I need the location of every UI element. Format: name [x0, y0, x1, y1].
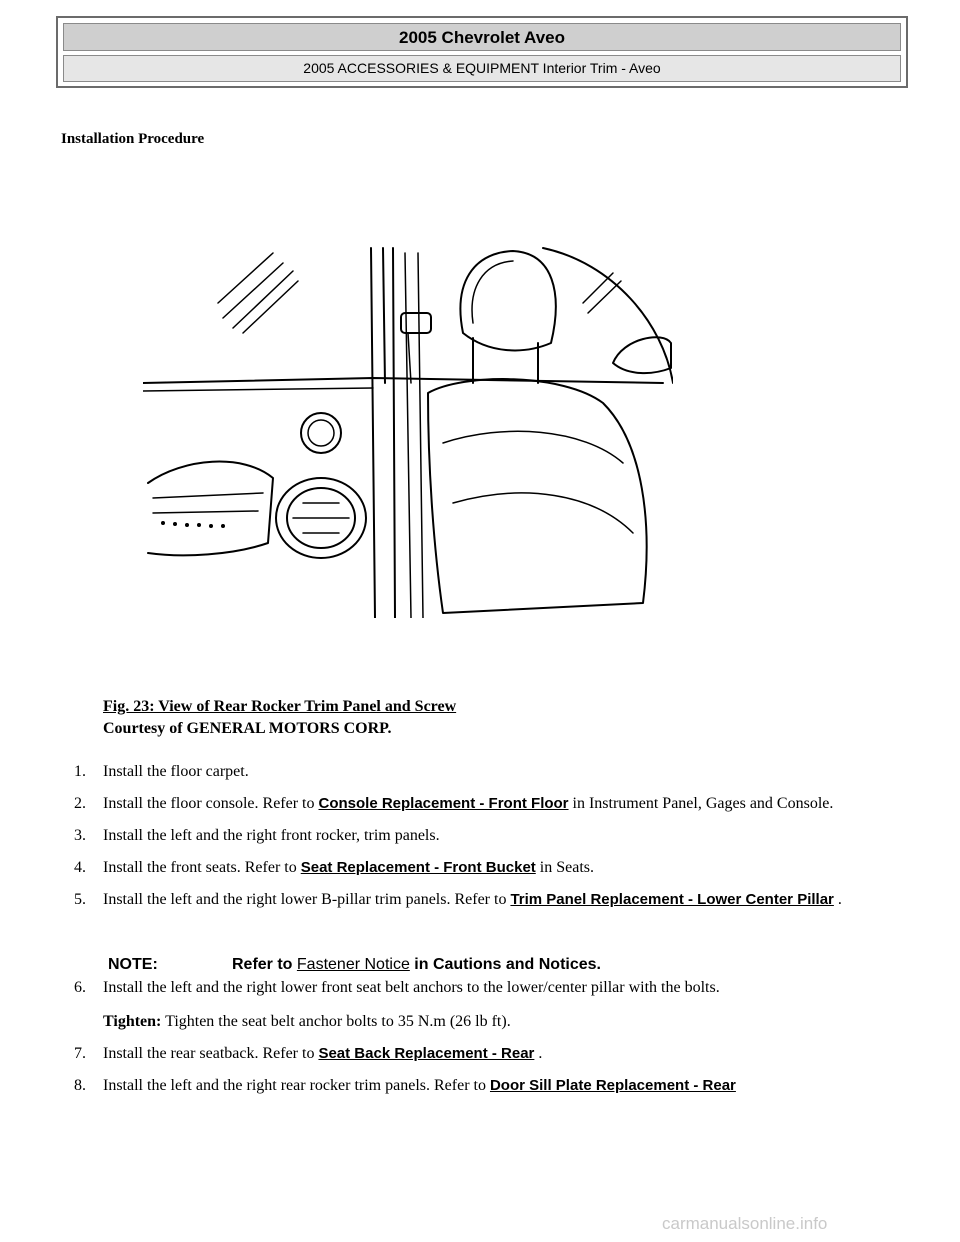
section-title: Installation Procedure	[61, 131, 205, 147]
step-text: Install the left and the right lower B-pillar trim panels. Refer to	[103, 891, 511, 908]
header-title: 2005 Chevrolet Aveo	[63, 23, 901, 51]
step-item	[74, 793, 894, 815]
step-text-tail: in Instrument Panel, Gages and Console.	[568, 795, 834, 812]
rear-rocker-trim-illustration	[143, 243, 673, 618]
figure-caption-credit: Courtesy of GENERAL MOTORS CORP.	[103, 720, 392, 737]
figure-caption-title: Fig. 23: View of Rear Rocker Trim Panel and Screw	[103, 698, 457, 715]
step-text: Install the rear seatback. Refer to	[103, 1045, 319, 1062]
console-replacement-link[interactable]: Console Replacement - Front Floor	[318, 795, 569, 812]
note-text: Refer to	[232, 956, 297, 973]
procedure-steps	[74, 761, 894, 1107]
note-label: NOTE:	[108, 956, 158, 973]
page-header	[56, 16, 908, 88]
step-number: 5.	[74, 891, 86, 908]
door-sill-plate-link[interactable]: Door Sill Plate Replacement - Rear	[489, 1077, 736, 1094]
watermark: carmanualsonline.info	[662, 1214, 828, 1233]
tighten-text: Tighten the seat belt anchor bolts to 35 N.m (26 lb ft).	[161, 1013, 511, 1030]
step-number: 8.	[74, 1077, 86, 1094]
step-number: 7.	[74, 1045, 86, 1062]
step-number: 6.	[74, 979, 86, 996]
step-text: Install the floor carpet.	[103, 763, 249, 780]
seat-replacement-link[interactable]: Seat Replacement - Front Bucket	[300, 859, 536, 876]
step-text: Install the floor console. Refer to	[103, 795, 319, 812]
step-item	[74, 1043, 894, 1065]
figure-caption	[103, 696, 456, 740]
fastener-notice-link[interactable]: Fastener Notice	[296, 956, 410, 973]
note-text-tail: in Cautions and Notices.	[409, 956, 601, 973]
step-item	[74, 889, 894, 911]
step-number: 3.	[74, 827, 86, 844]
step-item	[74, 761, 894, 783]
trim-panel-replacement-link[interactable]: Trim Panel Replacement - Lower Center Pillar	[510, 891, 834, 908]
header-subtitle: 2005 ACCESSORIES & EQUIPMENT Interior Trim - Aveo	[63, 55, 901, 82]
step-item	[74, 977, 894, 1033]
step-text-tail: in Seats.	[535, 859, 594, 876]
step-number: 2.	[74, 795, 86, 812]
seat-back-replacement-link[interactable]: Seat Back Replacement - Rear	[318, 1045, 535, 1062]
step-text-tail: .	[534, 1045, 543, 1062]
step-item	[74, 1075, 894, 1097]
tighten-label: Tighten:	[103, 1013, 162, 1030]
step-item	[74, 825, 894, 847]
step-text: Install the front seats. Refer to	[103, 859, 301, 876]
step-number: 4.	[74, 859, 86, 876]
step-text-tail: .	[833, 891, 842, 908]
step-text: Install the left and the right rear rocker trim panels. Refer to	[103, 1077, 490, 1094]
step-item	[74, 857, 894, 879]
tighten-spec	[103, 1011, 894, 1033]
step-text: Install the left and the right lower front seat belt anchors to the lower/center pillar with the bolts.	[103, 979, 720, 996]
step-text: Install the left and the right front rocker, trim panels.	[103, 827, 440, 844]
fastener-note	[108, 956, 848, 974]
step-number: 1.	[74, 763, 86, 780]
